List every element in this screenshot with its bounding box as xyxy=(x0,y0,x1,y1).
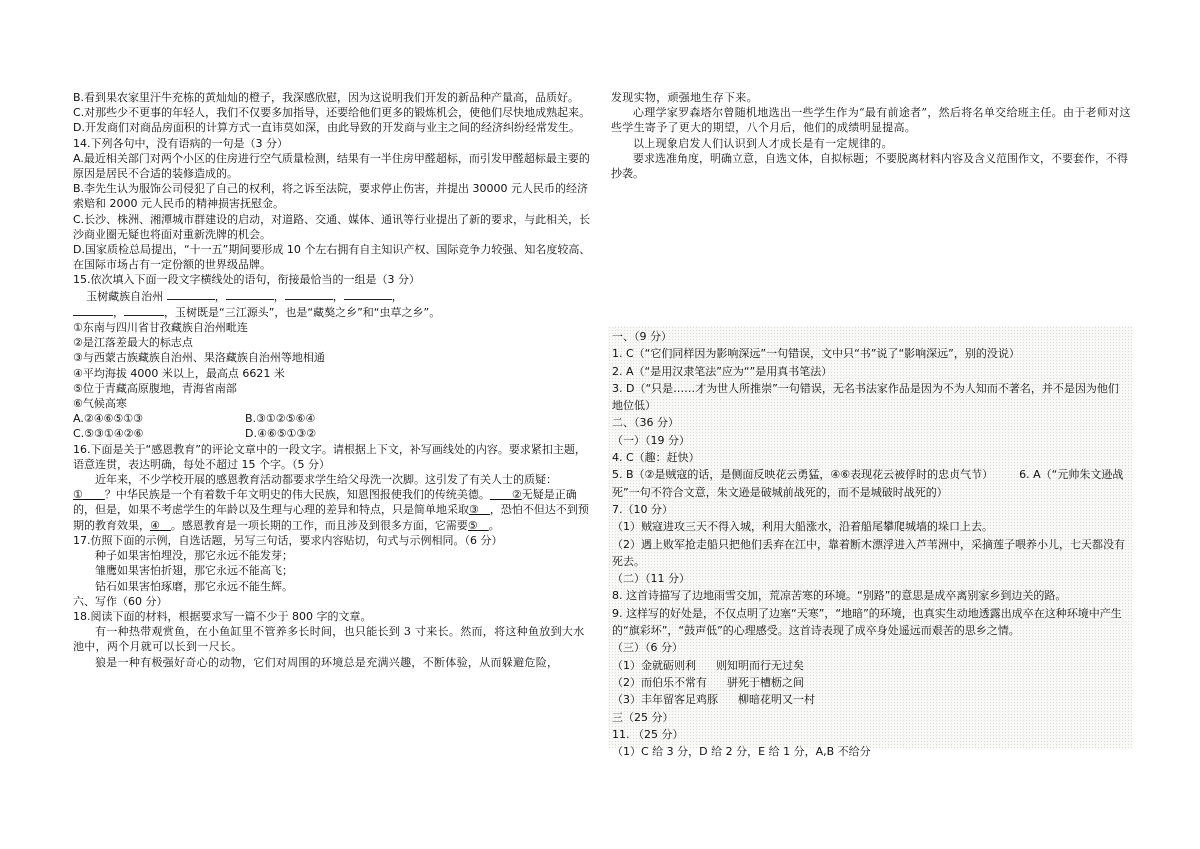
answer-section-3: 三（25 分） xyxy=(612,710,674,724)
q13-option-c: C.对那些少不更事的年轻人，我们不仅要多加指导，还要给他们更多的锻炼机会，使他们尽快地成熟起来。 xyxy=(73,106,591,120)
answer-10-3b: 柳暗花明又一村 xyxy=(738,693,815,707)
answer-5-6 xyxy=(612,466,1128,501)
answer-10-3 xyxy=(612,691,1128,708)
right-column xyxy=(611,90,1131,181)
answer-10-2b: 骈死于槽枥之间 xyxy=(727,675,804,689)
q18-material-p4: 以上现象启发人们认识到人才成长是有一定规律的。 xyxy=(633,136,893,150)
q15-sentence-6: ⑥气候高寒 xyxy=(73,397,127,411)
q14-option-d: D.国家质检总局提出，“十一五”期间要形成 10 个左右拥有自主知识产权、国际竞争力较强、知名度较高、在国际市场占有一定份额的世界级品牌。 xyxy=(73,243,591,272)
q16-text-1: 近年来，不少学校开展的感恩教育活动都要求学生给父母洗一次脚。这引发了有关人士的质疑： xyxy=(95,473,557,487)
q15-choice-a: A.②④⑥⑤①③ xyxy=(73,412,143,426)
q15-sentence-5: ⑤位于青藏高原腹地，青海省南部 xyxy=(73,381,237,395)
q17-example-2: 雏鹰如果害怕折翅，那它永远不能高飞； xyxy=(95,564,293,578)
q15-passage-end: ，玉树既是“三江源头”，也是“藏獒之乡”和“虫草之乡”。 xyxy=(164,305,441,319)
q14-option-b: B.李先生认为服饰公司侵犯了自己的权利，将之诉至法院，要求停止伤害，并提出 30000 元人民币的经济索赔和 2000 元人民币的精神损害抚慰金。 xyxy=(73,182,589,211)
q16-text-6: 。 xyxy=(488,518,500,532)
answer-9: 9. 这样写的好处是，不仅点明了边塞“天寒”，“地暗”的环境，也真实生动地透露出成卒在这种环境中产生的“旗彩坏”，“鼓声低”的心理感受。这首诗表现了成卒身处遥远而艰苦的思乡之情。 xyxy=(612,606,1122,638)
answer-7-2: （2）遇上败军抢走船只把他们丢弃在江中，靠着断木漂浮进入芦苇洲中，采摘莲子喂养小儿，七天都没有死去。 xyxy=(612,537,1125,568)
q16-blank-4-number: ④ xyxy=(150,518,160,532)
q18-material-p3: 心理学家罗森塔尔曾随机地选出一些学生作为“最有前途者”，然后将名单交给班主任。由于老师对这些学生寄予了更大的期望，八个月后，他们的成绩明显提高。 xyxy=(611,106,1131,135)
q15-passage-start: 玉树藏族自治州 xyxy=(86,289,164,303)
answer-section-1: 一、（9 分） xyxy=(612,330,672,343)
answer-10-2a: （2）而伯乐不常有 xyxy=(612,675,707,689)
answer-1: 1. C（“它们同样因为影响深远”一句错误，文中只“书”说了“影响深远”，别的没说） xyxy=(612,347,1020,361)
answer-4: 4. C（趣：赶快） xyxy=(612,451,700,465)
answer-10-3a: （3）丰年留客足鸡豚 xyxy=(612,693,718,707)
answer-subsection-2: （二）（11 分） xyxy=(612,572,690,586)
q16-blank-5 xyxy=(468,519,489,532)
q15-blank xyxy=(226,288,274,300)
q15-sentence-2: ②是江落差最大的标志点 xyxy=(73,336,193,350)
q16-text-4: ，恐怕不但达不到预期的教育效果， xyxy=(73,503,589,532)
q17-stem: 17.仿照下面的示例，自选话题，另写三句话，要求内容贴切，句式与示例相同。（6 分） xyxy=(73,533,503,547)
q15-passage-line1: 玉树藏族自治州 ， ， ， ， xyxy=(86,289,403,303)
q16-blank-3 xyxy=(469,503,490,516)
q17-example-3: 钻石如果害怕琢磨，那它永远不能生辉。 xyxy=(95,579,293,593)
q15-blank xyxy=(344,288,392,300)
q15-sentence-1: ①东南与四川省甘孜藏族自治州毗连 xyxy=(73,321,248,335)
q15-passage-line2: ， ，玉树既是“三江源头”，也是“藏獒之乡”和“虫草之乡”。 xyxy=(73,304,593,320)
q15-blank xyxy=(167,288,215,300)
q16-blank-5-number: ⑤ xyxy=(467,518,478,532)
answer-5: 5. B（②是贼寇的话，是侧面反映花云勇猛，④⑥表现花云被俘时的忠贞气节） xyxy=(612,468,994,482)
q15-blank xyxy=(73,304,113,316)
answer-10-2 xyxy=(612,674,1128,691)
q18-stem: 18.阅读下面的材料，根据要求写一篇不少于 800 字的文章。 xyxy=(73,609,372,623)
answer-11-heading: 11. （25 分） xyxy=(612,727,684,741)
q15-stem: 15.依次填入下面一段文字横线处的语句，衔接最恰当的一组是（3 分） xyxy=(73,273,420,287)
q15-sentence-3: ③与西蒙古族藏族自治州、果洛藏族自治州等地相通 xyxy=(73,351,325,365)
q15-choice-d: D.④⑥⑤①③② xyxy=(245,427,317,441)
q15-sentence-4: ④平均海拔 4000 米以上，最高点 6621 米 xyxy=(73,366,285,380)
answer-subsection-3: （三）（6 分） xyxy=(612,641,683,655)
q14-option-c: C.长沙、株洲、湘潭城市群建设的启动，对道路、交通、媒体、通讯等行业提出了新的要求，与此相关，长沙商业圈无疑也将面对重新洗牌的机会。 xyxy=(73,212,591,241)
q16-blank-2-number: ② xyxy=(511,488,522,502)
left-column xyxy=(73,90,593,670)
q16-text-5: 。感恩教育是一项长期的工作，而且涉及到很多方面，它需要 xyxy=(170,518,468,532)
answer-section-2: 二、（36 分） xyxy=(612,416,679,430)
q13-option-d: D.开发商们对商品房面积的计算方式一直讳莫如深，由此导致的开发商与业主之间的经济纠纷经常发生。 xyxy=(73,121,580,135)
q16-blank-3-number: ③ xyxy=(469,503,479,517)
q16-blank-4 xyxy=(150,519,171,532)
q16-passage xyxy=(73,472,593,533)
answer-6: 6. A（“元帅朱文逊战死”一句不符合文意，朱文逊是破城前战死的，而不是城破时战死的） xyxy=(612,468,1124,499)
q13-option-b: B.看到果农家里汗牛充栋的黄灿灿的橙子，我深感欣慰，因为这说明我们开发的新品种产量高，品质好。 xyxy=(73,91,580,104)
q16-text-2: ？中华民族是一个有着数千年文明史的伟大民族，知恩图报使我们的传统美德。 xyxy=(104,488,490,502)
answer-subsection-1: （一）（19 分） xyxy=(612,433,690,447)
q18-requirements: 要求选准角度，明确立意，自选文体，自拟标题；不要脱离材料内容及含义范围作文，不要套作，不得抄袭。 xyxy=(611,151,1128,181)
q15-choice-c: C.⑤③①④②⑥ xyxy=(73,427,144,441)
q14-stem: 14.下列各句中，没有语病的一句是（3 分） xyxy=(73,136,288,150)
q15-blank xyxy=(285,288,333,300)
answer-10-1a: （1）金就砺则利 xyxy=(612,658,696,672)
q16-text-3: 无疑是正确的，但是，如果不考虑学生的年龄以及生理与心理的差异和特点，只是简单地采取 xyxy=(73,488,577,517)
answer-3: 3. D（“只是……才为世人所推崇”一句错误，无名书法家作品是因为不为人知而不著名，并不是因为他们地位低） xyxy=(612,381,1119,413)
q15-choice-b: B.③①②⑤⑥④ xyxy=(245,412,316,426)
answer-10-1b: 则知明而行无过矣 xyxy=(716,658,804,672)
answer-8: 8. 这首诗描写了边地雨雪交加，荒凉苦寒的环境。“别路”的意思是成卒离别家乡到边关的路。 xyxy=(612,589,1067,603)
answer-10-1 xyxy=(612,657,1128,674)
q18-material-p2: 狼是一种有极强好奇心的动物，它们对周围的环境总是充满兴趣，不断体验，从而躲避危险， xyxy=(95,655,559,669)
q15-blank xyxy=(124,304,164,316)
section-six-heading: 六、写作（60 分） xyxy=(73,594,168,608)
q14-option-a: A.最近相关部门对两个小区的住房进行空气质量检测，结果有一半住房甲醛超标，而引发甲醛超标最主要的原因是居民不合适的装修造成的。 xyxy=(73,151,590,181)
q18-material-p2-cont: 发现实物，顽强地生存下来。 xyxy=(611,91,758,104)
q15-choices-row2 xyxy=(73,426,593,441)
answer-11-1: （1）C 给 3 分，D 给 2 分，E 给 1 分，A,B 不给分 xyxy=(612,745,871,759)
q16-blank-1 xyxy=(73,488,105,501)
q15-choices-row1 xyxy=(73,411,593,426)
q16-blank-1-number: ① xyxy=(73,488,83,502)
answer-7-heading: 7.（10 分） xyxy=(612,502,673,516)
q18-material-p1: 有一种热带观赏鱼，在小鱼缸里不管养多长时间，也只能长到 3 寸来长。然而，将这种鱼放到大水池中，两个月就可以长到一尺长。 xyxy=(73,625,585,654)
answer-7-1: （1）贼寇进攻三天不得入城，利用大船涨水，沿着船尾攀爬城墙的垛口上去。 xyxy=(612,520,993,534)
q16-stem: 16.下面是关于“感恩教育”的评论文章中的一段文字。请根据上下文，补写画线处的内容。要求紧扣主题，语意连贯，表达明确，每处不超过 15 个字。（5 分） xyxy=(73,442,586,471)
answer-key xyxy=(608,326,1132,759)
answer-2: 2. A（“是用汉隶笔法”应为“”是用真书笔法） xyxy=(612,364,833,378)
q17-example-1: 种子如果害怕埋没，那它永远不能发芽； xyxy=(95,549,293,563)
q16-blank-2 xyxy=(490,488,522,501)
